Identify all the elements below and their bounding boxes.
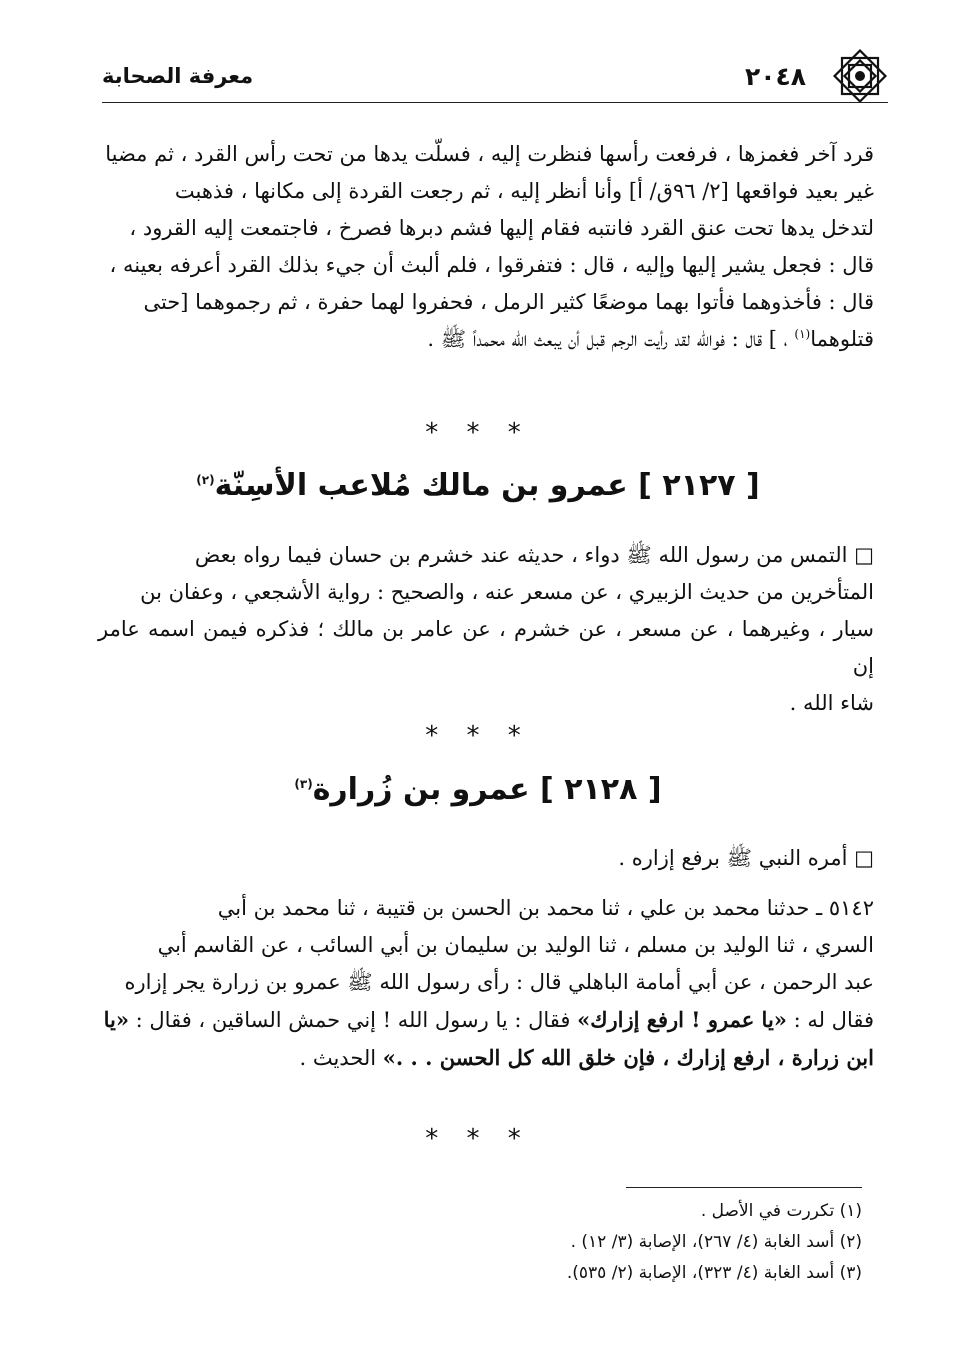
text-segment: قتلوهما (810, 327, 874, 351)
entry-heading-2128 (0, 772, 956, 807)
text-line: المتأخرين من حديث الزبيري ، عن مسعر عنه ، والصحيح : رواية الأشجعي ، وعفان بن (140, 580, 874, 604)
footnote-3: (٣) أسد الغابة (٤/ ٣٢٣)، الإصابة (٢/ ٥٣٥). (566, 1263, 862, 1283)
footnote-1: (١) تكررت في الأصل . (700, 1201, 862, 1221)
paragraph-narration (98, 136, 874, 358)
text-segment: فقال : يا رسول الله ! إني حمش الساقين ، فقال : (128, 1008, 578, 1032)
text-line (98, 1001, 874, 1039)
quoted-hadith-text: ابن زرارة ، ارفع إزارك ، فإن خلق الله كل الحسن . . .» (382, 1045, 874, 1070)
footnote-ref-1: (١) (794, 327, 811, 341)
footnote-divider (626, 1187, 862, 1188)
text-segment: فقال له : (786, 1008, 874, 1032)
section-separator: * * * (425, 721, 531, 751)
page-number: ٢٠٤٨ (744, 62, 806, 91)
text-segment: ، ] قال : فوالله لقد رأيت الرجم قبل أن يبعث الله محمداً ﷺ . (427, 327, 795, 351)
paragraph-entry-2127 (98, 537, 874, 722)
text-line: غير بعيد فواقعها [٢/ ٩٦ق/ أ] وأنا أنظر إليه ، ثم رجعت القردة إلى مكانها ، فذهبت (174, 179, 874, 203)
text-line: □ أمره النبي ﷺ برفع إزاره . (618, 846, 874, 870)
heading-text: [ ٢١٢٧ ] عمرو بن مالك مُلاعب الأسِنّة (214, 468, 760, 503)
text-line: لتدخل يدها تحت عنق القرد فانتبه فقام إليها فشم دبرها فصرخ ، فاجتمعت إليه القرود ، (129, 216, 874, 240)
text-line: قال : فأخذوهما فأتوا بهما موضعًا كثير الرمل ، فحفروا لهما حفرة ، ثم رجموهما [حتى (143, 290, 874, 314)
footnote-2: (٢) أسد الغابة (٤/ ٢٦٧)، الإصابة (٣/ ١٢) . (570, 1232, 862, 1252)
header-divider (102, 102, 888, 103)
text-line (98, 321, 874, 358)
text-line (98, 1039, 874, 1077)
page-header (102, 58, 888, 102)
paragraph-entry-2128 (98, 840, 874, 877)
quoted-hadith-text: «يا (103, 1007, 129, 1032)
heading-text: [ ٢١٢٨ ] عمرو بن زُرارة (312, 772, 662, 807)
quoted-hadith-text: «يا عمرو ! ارفع إزارك» (577, 1007, 787, 1032)
section-separator: * * * (425, 418, 531, 448)
text-line: □ التمس من رسول الله ﷺ دواء ، حديثه عند خشرم بن حسان فيما رواه بعض (194, 543, 874, 567)
text-line: عبد الرحمن ، عن أبي أمامة الباهلي قال : رأى رسول الله ﷺ عمرو بن زرارة يجر إزاره (124, 970, 874, 994)
footnotes (262, 1196, 862, 1289)
text-line: قال : فجعل يشير إليها وإليه ، قال : فتفرقوا ، فلم ألبث أن جيء بذلك القرد أعرفه بعينه ، (109, 253, 874, 277)
octagram-ornament-icon (832, 48, 888, 104)
paragraph-hadith-5142 (98, 890, 874, 1077)
text-line: شاء الله . (789, 691, 874, 715)
text-line: قرد آخر فغمزها ، فرفعت رأسها فنظرت إليه ، فسلّت يدها من تحت رأس القرد ، ثم مضيا (105, 142, 874, 166)
running-title: معرفة الصحابة (102, 64, 254, 88)
footnote-ref-2: (٢) (196, 473, 215, 487)
section-separator: * * * (425, 1124, 531, 1154)
text-line: ٥١٤٢ ـ حدثنا محمد بن علي ، ثنا محمد بن الحسن بن قتيبة ، ثنا محمد بن أبي (217, 896, 874, 920)
entry-heading-2127 (0, 468, 956, 503)
text-line: سيار ، وغيرهما ، عن مسعر ، عن خشرم ، عن عامر بن مالك ؛ فذكره فيمن اسمه عامر إن (98, 617, 874, 678)
footnote-ref-3: (٣) (294, 777, 313, 791)
text-line: السري ، ثنا الوليد بن مسلم ، ثنا الوليد بن سليمان بن أبي السائب ، عن القاسم أبي (157, 933, 874, 957)
text-segment: الحديث . (299, 1046, 383, 1070)
